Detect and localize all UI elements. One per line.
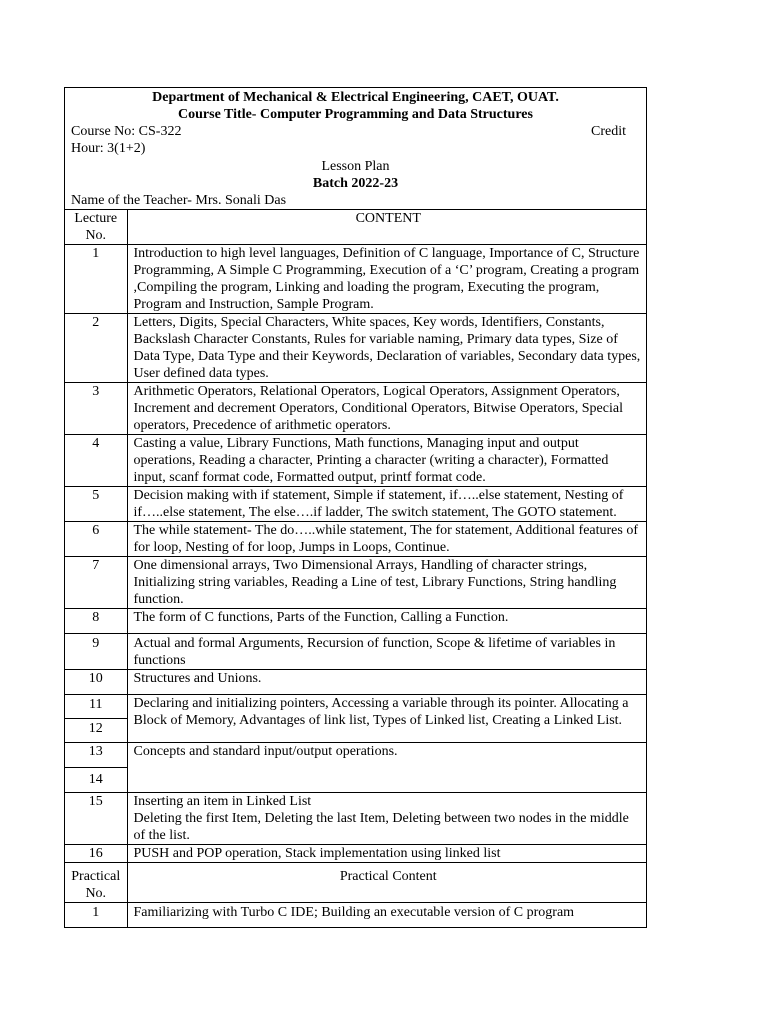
department-title: Department of Mechanical & Electrical Engineering, CAET, OUAT.: [152, 90, 559, 105]
lecture-no: 3: [65, 383, 127, 435]
lecture-content: Casting a value, Library Functions, Math functions, Managing input and output operations, Reading a character, Printing a character (writing a character), Formatted input, scanf format code, Formatted output, printf format code.: [127, 435, 646, 487]
lecture-content: The form of C functions, Parts of the Function, Calling a Function.: [127, 609, 646, 634]
table-row: [65, 522, 646, 557]
table-row: [65, 245, 646, 314]
lecture-content: PUSH and POP operation, Stack implementation using linked list: [127, 845, 646, 863]
table-row: [65, 634, 646, 670]
lecture-no: 4: [65, 435, 127, 487]
credit-label: Credit: [591, 124, 626, 139]
teacher-name: Name of the Teacher- Mrs. Sonali Das: [71, 193, 287, 208]
table-row: [65, 743, 646, 768]
practical-header-row: [65, 863, 646, 903]
course-title: Course Title- Computer Programming and Data Structures: [178, 107, 533, 122]
lecture-content: Decision making with if statement, Simple if statement, if…..else statement, Nesting of if…..else statement, The else….if ladder, The switch statement, The GOTO statement.: [127, 487, 646, 522]
lecture-content: Arithmetic Operators, Relational Operators, Logical Operators, Assignment Operators, Increment and decrement Operators, Conditional Operators, Bitwise Operators, Special operators, Precedence of arithmetic operators.: [127, 383, 646, 435]
lecture-no: 9: [65, 634, 127, 670]
table-row: [65, 557, 646, 609]
lecture-content-line: Deleting the first Item, Deleting the last Item, Deleting between two nodes in the middle of the list.: [133, 811, 629, 843]
lecture-content: Letters, Digits, Special Characters, White spaces, Key words, Identifiers, Constants, Backslash Character Constants, Rules for variable naming, Primary data types, Size of Data Type, Data Type and their Keywords, Declaration of variables, Secondary data types, User defined data types.: [127, 314, 646, 383]
lesson-plan-document: [64, 87, 647, 928]
batch-label: Batch 2022-23: [312, 176, 399, 191]
table-header-row: [65, 210, 646, 245]
lecture-content: Declaring and initializing pointers, Accessing a variable through its pointer. Allocating a Block of Memory, Advantages of link list, Types of Linked list, Creating a Linked List.: [127, 695, 646, 743]
table-row: [65, 383, 646, 435]
lecture-no: 16: [65, 845, 127, 863]
lecture-no: 5: [65, 487, 127, 522]
credit-hour: Hour: 3(1+2): [71, 141, 146, 156]
document-header: [65, 88, 646, 210]
lecture-no: 2: [65, 314, 127, 383]
table-row: [65, 695, 646, 719]
lecture-no: 14: [65, 768, 127, 793]
lecture-no: 7: [65, 557, 127, 609]
lecture-no: 15: [65, 793, 127, 845]
table-row: [65, 314, 646, 383]
table-row: [65, 845, 646, 863]
practical-content-header: Practical Content: [127, 863, 646, 903]
lecture-no: 10: [65, 670, 127, 695]
course-no: Course No: CS-322: [71, 124, 182, 139]
lecture-content: Structures and Unions.: [127, 670, 646, 695]
practical-no: 1: [65, 903, 127, 927]
lecture-content: Introduction to high level languages, Definition of C language, Importance of C, Structure Programming, A Simple C Programming, Execution of a ‘C’ program, Creating a program ,Compiling the program, Linking and loading the program, Executing the program, Program and Instruction, Sample Program.: [127, 245, 646, 314]
table-row: [65, 487, 646, 522]
lecture-no: 1: [65, 245, 127, 314]
table-row: [65, 435, 646, 487]
lecture-no: 8: [65, 609, 127, 634]
practical-no-header: Practical No.: [65, 863, 127, 903]
lecture-no: 6: [65, 522, 127, 557]
content-header: CONTENT: [127, 210, 646, 245]
lecture-content: Concepts and standard input/output operations.: [127, 743, 646, 793]
lecture-content: The while statement- The do…..while statement, The for statement, Additional features of for loop, Nesting of for loop, Jumps in Loops, Continue.: [127, 522, 646, 557]
lesson-table: [65, 210, 646, 927]
lecture-content: [127, 793, 646, 845]
lecture-no: 11: [65, 695, 127, 719]
lecture-content: One dimensional arrays, Two Dimensional Arrays, Handling of character strings, Initializing string variables, Reading a Line of test, Library Functions, String handling function.: [127, 557, 646, 609]
course-no-row: [71, 123, 640, 140]
table-row: [65, 609, 646, 634]
table-row: [65, 903, 646, 927]
lecture-content-line: Inserting an item in Linked List: [133, 794, 312, 809]
practical-content: Familiarizing with Turbo C IDE; Building an executable version of C program: [127, 903, 646, 927]
table-row: [65, 670, 646, 695]
lecture-no-header: Lecture No.: [65, 210, 127, 245]
lecture-content: Actual and formal Arguments, Recursion of function, Scope & lifetime of variables in functions: [127, 634, 646, 670]
lecture-no: 12: [65, 719, 127, 743]
lesson-plan-title: Lesson Plan: [321, 159, 390, 174]
lecture-no: 13: [65, 743, 127, 768]
table-row: [65, 793, 646, 845]
